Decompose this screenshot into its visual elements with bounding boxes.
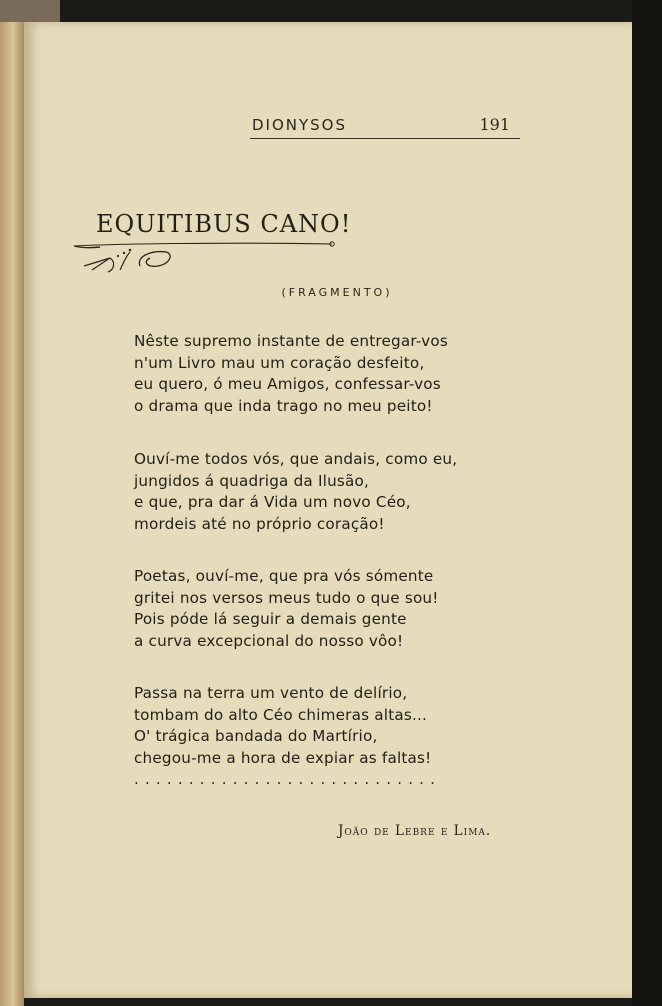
verse-line: tombam do alto Céo chimeras altas... [134,705,428,724]
verse-line: Poetas, ouví-me, que pra vós sómente [134,567,434,585]
verse-line: Ouví-me todos vós, que andais, como eu, [134,450,458,468]
scan-background [632,0,662,1006]
poem-title: EQUITIBUS CANO! [96,210,352,238]
running-title: DIONYSOS [252,116,348,134]
verse-line: o drama que inda trago no meu peito! [134,396,433,415]
verse-line: chegou-me a hora de expiar as faltas! [134,748,432,767]
verse-line: Pois póde lá seguir a demais gente [134,610,407,628]
verse-line: e que, pra dar á Vida um novo Céo, [134,493,411,511]
stanza-2 [134,449,457,535]
verse-line: a curva excepcional do nosso vôo! [134,631,404,650]
author-signature: João de Lebre e Lima. [338,823,492,839]
verse-line: Passa na terra um vento de delírio, [134,684,408,702]
stanza-3 [134,566,439,652]
stanza-1 [134,331,448,417]
verse-line: mordeis até no próprio coração! [134,514,385,533]
book-cover-edge [0,0,24,1006]
verse-line: n'um Livro mau um coração desfeito, [134,353,425,372]
title-flourish-ornament [70,236,340,276]
book-corner [0,0,60,22]
verse-line: gritei nos versos meus tudo o que sou! [134,588,439,607]
verse-line: eu quero, ó meu Amigos, confessar-vos [134,375,441,393]
verse-line: O' trágica bandada do Martírio, [134,727,378,745]
poem-subtitle: (FRAGMENTO) [281,286,393,299]
verse-line: jungidos á quadriga da Ilusão, [134,471,370,490]
verse-line: Nêste supremo instante de entregar-vos [134,332,448,350]
page-number: 191 [479,115,510,134]
ellipsis-line: ............................ [134,770,442,788]
stanza-4 [134,683,431,769]
running-header [250,116,520,139]
